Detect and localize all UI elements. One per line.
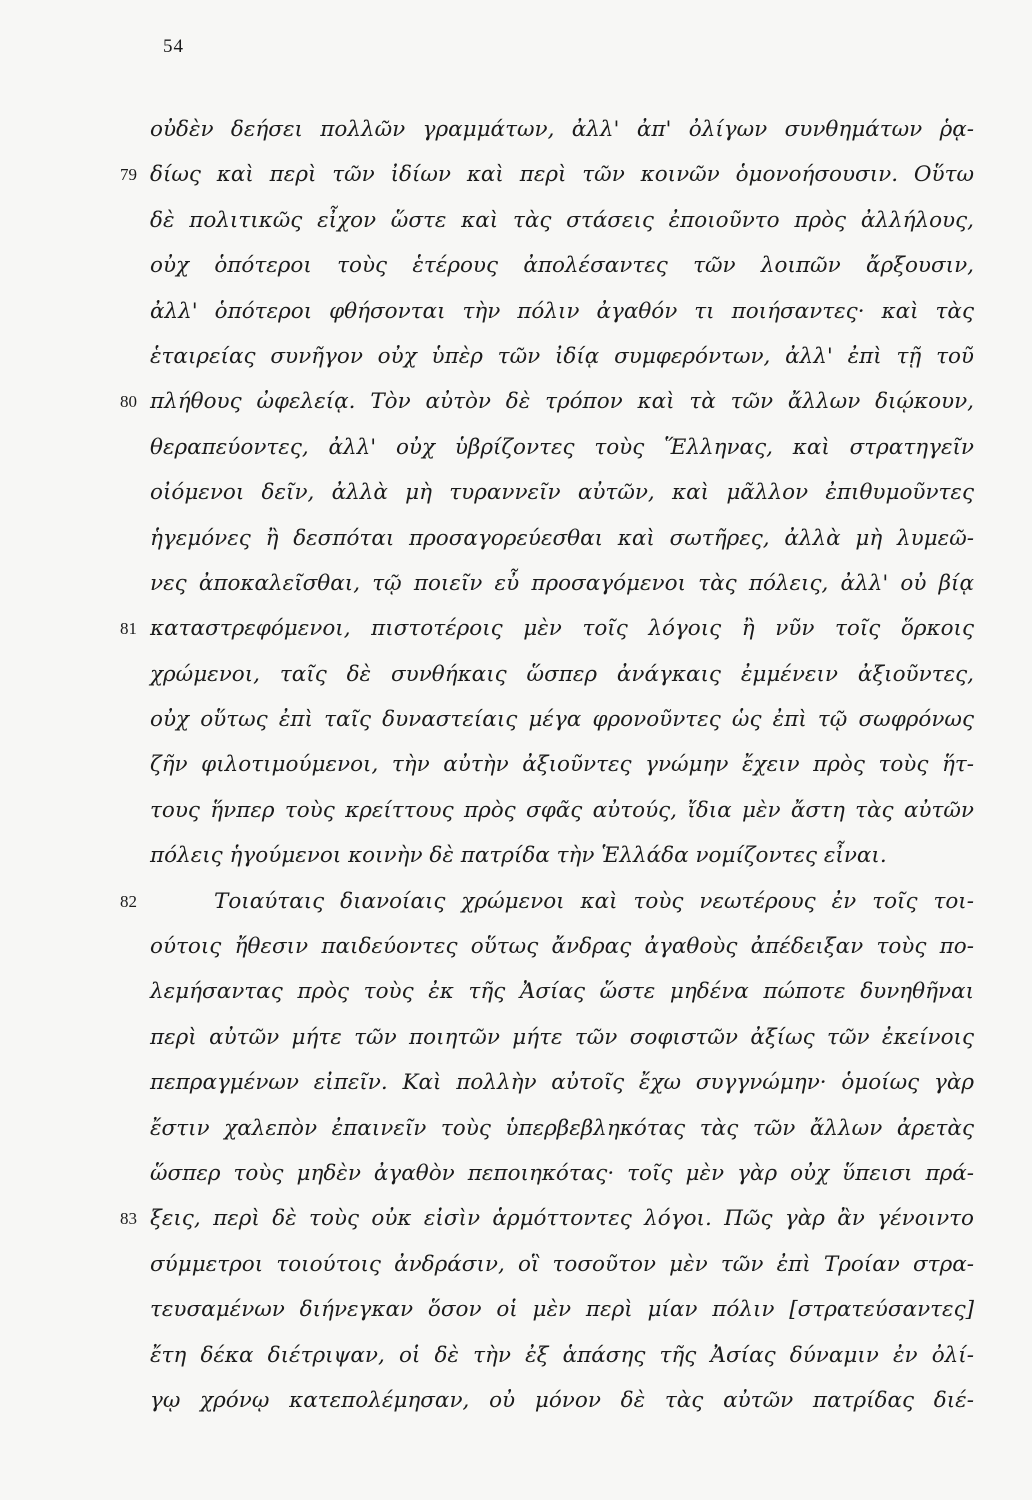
line-text: γῳ χρόνῳ κατεπολέμησαν, οὐ μόνον δὲ τὰς αὐτῶν πατρίδας διέ- bbox=[150, 1387, 974, 1413]
text-line bbox=[0, 152, 1032, 197]
text-line bbox=[0, 198, 1032, 243]
text-line bbox=[0, 107, 1032, 152]
line-text: ἔστιν χαλεπὸν ἐπαινεῖν τοὺς ὑπερβεβληκότας τὰς τῶν ἄλλων ἀρετὰς bbox=[150, 1115, 974, 1141]
section-number: 81 bbox=[120, 619, 137, 639]
text-line bbox=[0, 879, 1032, 924]
line-text: τευσαμένων διήνεγκαν ὅσον οἱ μὲν περὶ μίαν πόλιν [στρατεύσαντες] bbox=[150, 1297, 974, 1323]
text-line bbox=[0, 561, 1032, 606]
text-line bbox=[0, 697, 1032, 742]
text-line bbox=[0, 969, 1032, 1014]
line-text: δὲ πολιτικῶς εἶχον ὥστε καὶ τὰς στάσεις ἐποιοῦντο πρὸς ἀλλήλους, bbox=[150, 207, 974, 233]
text-line bbox=[0, 1287, 1032, 1332]
line-text: δίως καὶ περὶ τῶν ἰδίων καὶ περὶ τῶν κοινῶν ὁμονοήσουσιν. Οὕτω bbox=[150, 162, 974, 188]
line-text: ἀλλ' ὁπότεροι φθήσονται τὴν πόλιν ἀγαθόν τι ποιήσαντες· καὶ τὰς bbox=[150, 298, 974, 324]
line-text: ὥσπερ τοὺς μηδὲν ἀγαθὸν πεποιηκότας· τοῖς μὲν γὰρ οὐχ ὕπεισι πρά- bbox=[150, 1160, 974, 1186]
line-text: θεραπεύοντες, ἀλλ' οὐχ ὑβρίζοντες τοὺς Ἕλληνας, καὶ στρατηγεῖν bbox=[150, 434, 974, 460]
text-line bbox=[0, 379, 1032, 424]
text-line bbox=[0, 516, 1032, 561]
line-text: καταστρεφόμενοι, πιστοτέροις μὲν τοῖς λόγοις ἢ νῦν τοῖς ὅρκοις bbox=[150, 616, 974, 642]
text-line bbox=[0, 470, 1032, 515]
text-line bbox=[0, 334, 1032, 379]
line-text: ἔτη δέκα διέτριψαν, οἱ δὲ τὴν ἐξ ἁπάσης τῆς Ἀσίας δύναμιν ἐν ὀλί- bbox=[150, 1342, 974, 1368]
text-line bbox=[0, 1151, 1032, 1196]
line-text: ἑταιρείας συνῆγον οὐχ ὑπὲρ τῶν ἰδίᾳ συμφερόντων, ἀλλ' ἐπὶ τῇ τοῦ bbox=[150, 343, 974, 369]
line-text: Τοιαύταις διανοίαις χρώμενοι καὶ τοὺς νεωτέρους ἐν τοῖς τοι- bbox=[214, 888, 974, 914]
text-line bbox=[0, 924, 1032, 969]
line-text: νες ἀποκαλεῖσθαι, τῷ ποιεῖν εὖ προσαγόμενοι τὰς πόλεις, ἀλλ' οὐ βίᾳ bbox=[150, 570, 974, 596]
line-text: τους ἥνπερ τοὺς κρείττους πρὸς σφᾶς αὐτούς, ἴδια μὲν ἄστη τὰς αὐτῶν bbox=[150, 797, 974, 823]
text-line bbox=[0, 1060, 1032, 1105]
text-line bbox=[0, 1106, 1032, 1151]
line-text: οὐδὲν δεήσει πολλῶν γραμμάτων, ἀλλ' ἀπ' ὀλίγων συνθημάτων ῥᾳ- bbox=[150, 117, 974, 142]
line-text: ξεις, περὶ δὲ τοὺς οὐκ εἰσὶν ἁρμόττοντες λόγοι. Πῶς γὰρ ἂν γένοιντο bbox=[150, 1206, 974, 1232]
text-line bbox=[0, 1378, 1032, 1423]
text-line bbox=[0, 425, 1032, 470]
text-line bbox=[0, 289, 1032, 334]
text-line bbox=[0, 1015, 1032, 1060]
line-text: πεπραγμένων εἰπεῖν. Καὶ πολλὴν αὐτοῖς ἔχω συγγνώμην· ὁμοίως γὰρ bbox=[150, 1070, 974, 1096]
text-line bbox=[0, 788, 1032, 833]
greek-text-body bbox=[0, 107, 1032, 1423]
section-number: 79 bbox=[120, 165, 137, 185]
line-text: πλήθους ὠφελείᾳ. Τὸν αὐτὸν δὲ τρόπον καὶ τὰ τῶν ἄλλων διῴκουν, bbox=[150, 389, 974, 415]
line-text: πόλεις ἡγούμενοι κοινὴν δὲ πατρίδα τὴν Ἑλλάδα νομίζοντες εἶναι. bbox=[150, 843, 887, 869]
text-line bbox=[0, 606, 1032, 651]
line-text: ζῆν φιλοτιμούμενοι, τὴν αὐτὴν ἀξιοῦντες γνώμην ἔχειν πρὸς τοὺς ἥτ- bbox=[150, 752, 974, 778]
line-text: σύμμετροι τοιούτοις ἀνδράσιν, οἳ τοσοῦτον μὲν τῶν ἐπὶ Τροίαν στρα- bbox=[150, 1251, 974, 1277]
text-line bbox=[0, 1196, 1032, 1241]
line-text: οὐχ ὁπότεροι τοὺς ἑτέρους ἀπολέσαντες τῶν λοιπῶν ἄρξουσιν, bbox=[150, 253, 974, 279]
text-line bbox=[0, 833, 1032, 878]
line-text: περὶ αὐτῶν μήτε τῶν ποιητῶν μήτε τῶν σοφιστῶν ἀξίως τῶν ἐκείνοις bbox=[150, 1024, 974, 1050]
line-text: ούτοις ἤθεσιν παιδεύοντες οὕτως ἄνδρας ἀγαθοὺς ἀπέδειξαν τοὺς πο- bbox=[150, 934, 974, 960]
line-text: ἡγεμόνες ἢ δεσπόται προσαγορεύεσθαι καὶ σωτῆρες, ἀλλὰ μὴ λυμεῶ- bbox=[150, 525, 974, 551]
text-line bbox=[0, 243, 1032, 288]
line-text: λεμήσαντας πρὸς τοὺς ἐκ τῆς Ἀσίας ὥστε μηδένα πώποτε δυνηθῆναι bbox=[150, 979, 974, 1005]
section-number: 80 bbox=[120, 392, 137, 412]
section-number: 82 bbox=[120, 891, 137, 911]
section-number: 83 bbox=[120, 1209, 137, 1229]
page-number: 54 bbox=[163, 36, 184, 57]
line-text: οὐχ οὕτως ἐπὶ ταῖς δυναστείαις μέγα φρονοῦντες ὡς ἐπὶ τῷ σωφρόνως bbox=[150, 707, 974, 733]
text-line bbox=[0, 652, 1032, 697]
text-line bbox=[0, 1242, 1032, 1287]
line-text: οἰόμενοι δεῖν, ἀλλὰ μὴ τυραννεῖν αὐτῶν, καὶ μᾶλλον ἐπιθυμοῦντες bbox=[150, 480, 974, 506]
text-line bbox=[0, 742, 1032, 787]
line-text: χρώμενοι, ταῖς δὲ συνθήκαις ὥσπερ ἀνάγκαις ἐμμένειν ἀξιοῦντες, bbox=[150, 661, 974, 687]
text-line bbox=[0, 1333, 1032, 1378]
